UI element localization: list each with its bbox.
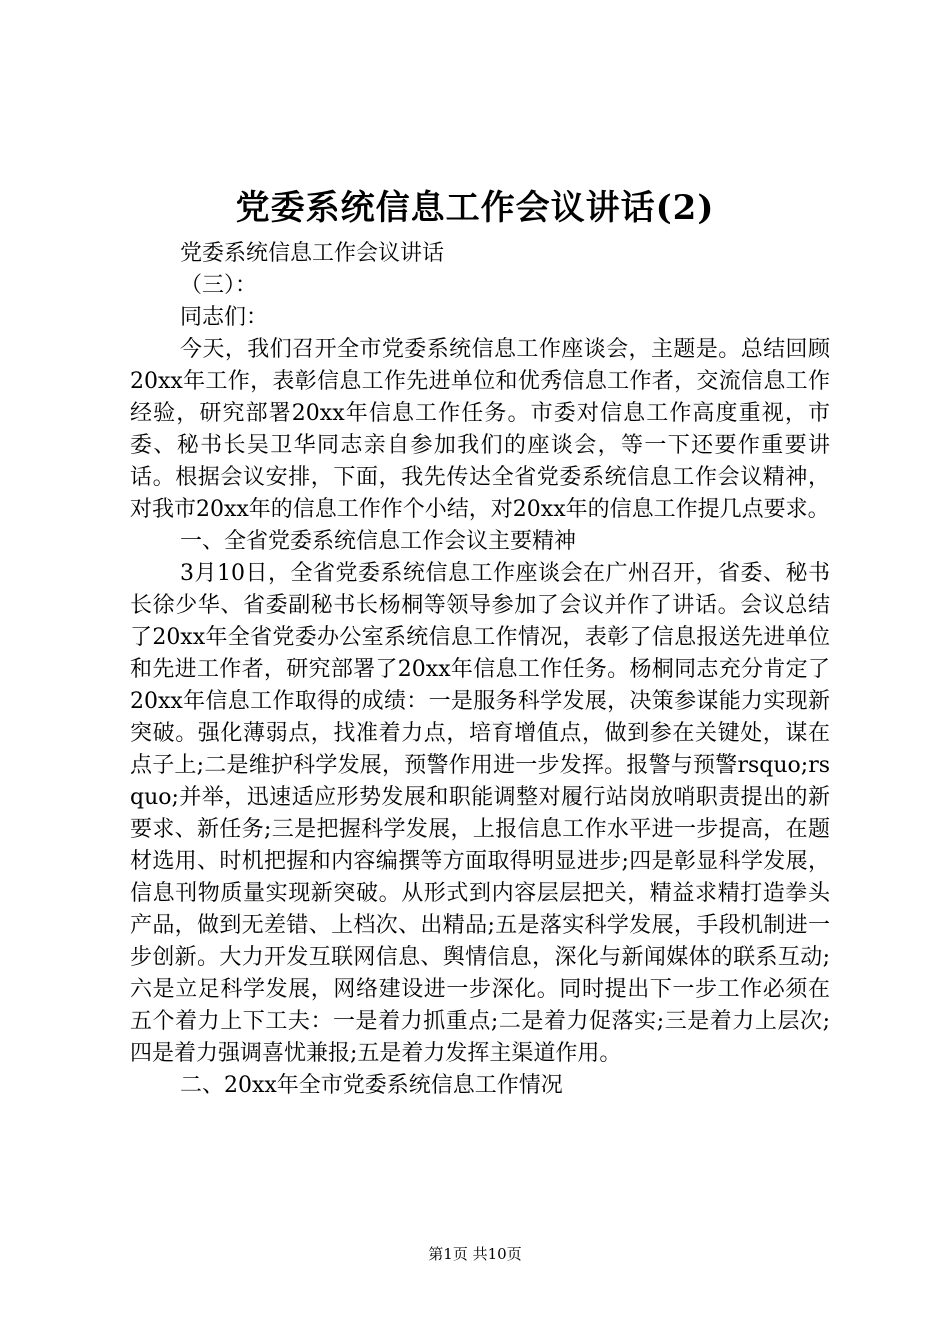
paragraph-salutation: 同志们： <box>180 305 269 330</box>
document-body <box>130 238 830 1102</box>
paragraph-section-number: （三）： <box>180 273 258 298</box>
paragraph-intro: 今天，我们召开全市党委系统信息工作座谈会，主题是。总结回顾20xx年工作，表彰信息工作先进单位和优秀信息工作者，交流信息工作经验，研究部署20xx年信息工作任务。市委对信息工作高度重视，市委、秘书长吴卫华同志亲自参加我们的座谈会，等一下还要作重要讲话。根据会议安排，下面，我先传达全省党委系统信息工作会议精神，对我市20xx年的信息工作作个小结，对20xx年的信息工作提几点要求。 <box>130 337 830 522</box>
document-title: 党委系统信息工作会议讲话(2) <box>235 188 715 228</box>
paragraph-subtitle: 党委系统信息工作会议讲话 <box>180 241 445 266</box>
page-footer: 第1页 共10页 <box>428 1245 522 1263</box>
heading-section-one: 一、全省党委系统信息工作会议主要精神 <box>180 529 577 554</box>
heading-section-two: 二、20xx年全市党委系统信息工作情况 <box>180 1073 563 1098</box>
paragraph-provincial-meeting: 3月10日，全省党委系统信息工作座谈会在广州召开，省委、秘书长徐少华、省委副秘书长杨桐等领导参加了会议并作了讲话。会议总结了20xx年全省党委办公室系统信息工作情况，表彰了信息报送先进单位和先进工作者，研究部署了20xx年信息工作任务。杨桐同志充分肯定了20xx年信息工作取得的成绩：一是服务科学发展，决策参谋能力实现新突破。强化薄弱点，找准着力点，培育增值点，做到参在关键处，谋在点子上;二是维护科学发展，预警作用进一步发挥。报警与预警rsquo;rsquo;并举，迅速适应形势发展和职能调整对履行站岗放哨职责提出的新要求、新任务;三是把握科学发展，上报信息工作水平进一步提高，在题材选用、时机把握和内容编撰等方面取得明显进步;四是彰显科学发展，信息刊物质量实现新突破。从形式到内容层层把关，精益求精打造拳头产品，做到无差错、上档次、出精品;五是落实科学发展，手段机制进一步创新。大力开发互联网信息、舆情信息，深化与新闻媒体的联系互动;六是立足科学发展，网络建设进一步深化。同时提出下一步工作必须在五个着力上下工夫：一是着力抓重点;二是着力促落实;三是着力上层次;四是着力强调喜忧兼报;五是着力发挥主渠道作用。 <box>130 561 830 1066</box>
